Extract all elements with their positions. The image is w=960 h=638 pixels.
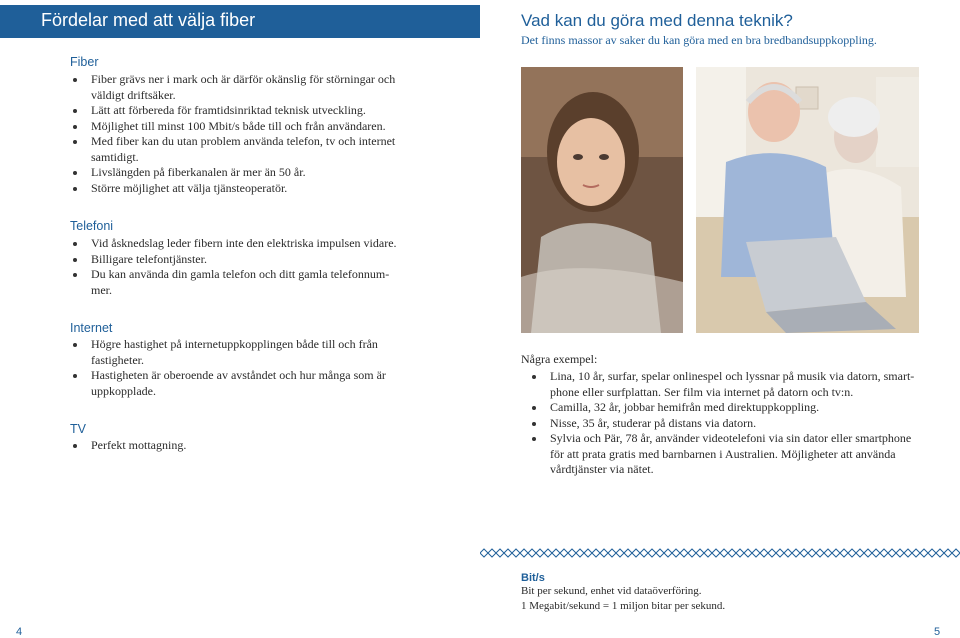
divider-diamond <box>624 549 632 557</box>
divider-diamond <box>904 549 912 557</box>
divider-diamond <box>776 549 784 557</box>
divider-diamond <box>744 549 752 557</box>
examples-intro: Några exempel: <box>521 352 598 366</box>
list-item: Lina, 10 år, surfar, spelar onlinespel och lyssnar på musik via datorn, smart- phone eller surfplattan. Ser film via internet på datorn och tv:n. <box>529 369 929 400</box>
divider-diamond <box>640 549 648 557</box>
divider-diamond <box>720 549 728 557</box>
decorative-divider <box>480 548 960 558</box>
section-heading-internet: Internet <box>70 321 113 335</box>
divider-diamond <box>536 549 544 557</box>
divider-diamond <box>688 549 696 557</box>
right-page-subtitle: Det finns massor av saker du kan göra med en bra bredbandsuppkoppling. <box>521 33 877 47</box>
divider-diamond <box>560 549 568 557</box>
divider-diamond <box>848 549 856 557</box>
glossary-term: Bit/s <box>521 572 545 584</box>
divider-diamond <box>912 549 920 557</box>
divider-diamond <box>616 549 624 557</box>
divider-diamond <box>600 549 608 557</box>
divider-diamond <box>552 549 560 557</box>
divider-diamond <box>488 549 496 557</box>
list-item: Hastigheten är oberoende av avståndet och hur många som är uppkopplade. <box>70 368 430 399</box>
divider-diamond <box>944 549 952 557</box>
list-item: Sylvia och Pär, 78 år, använder videotelefoni via sin dator eller smartphone för att prata gratis med barnbarnen i Australien. Möjligheter att använda vårdtjänster via nätet. <box>529 431 929 478</box>
list-item: Lätt att förbereda för framtidsinriktad teknisk utveckling. <box>70 103 430 119</box>
section-heading-tv: TV <box>70 422 86 436</box>
right-page-title: Vad kan du göra med denna teknik? <box>521 11 793 30</box>
divider-diamond <box>768 549 776 557</box>
list-item: Högre hastighet på internetuppkopplingen både till och från fastigheter. <box>70 337 430 368</box>
divider-diamond <box>936 549 944 557</box>
divider-diamond <box>696 549 704 557</box>
divider-diamond <box>896 549 904 557</box>
divider-diamond <box>800 549 808 557</box>
divider-diamond <box>584 549 592 557</box>
divider-diamond <box>824 549 832 557</box>
glossary-example: 1 Megabit/sekund = 1 miljon bitar per sekund. <box>521 600 726 612</box>
divider-diamond <box>680 549 688 557</box>
divider-diamond <box>752 549 760 557</box>
divider-diamond <box>808 549 816 557</box>
divider-diamond <box>512 549 520 557</box>
list-item: Större möjlighet att välja tjänsteoperatör. <box>70 181 430 197</box>
divider-diamond <box>632 549 640 557</box>
page-number-right: 5 <box>934 626 941 638</box>
divider-diamond <box>784 549 792 557</box>
divider-diamond <box>656 549 664 557</box>
divider-diamond <box>872 549 880 557</box>
divider-diamond <box>952 549 960 557</box>
divider-diamond <box>528 549 536 557</box>
divider-diamond <box>728 549 736 557</box>
list-item: Perfekt mottagning. <box>70 438 430 454</box>
list-item: Möjlighet till minst 100 Mbit/s både till och från användaren. <box>70 119 430 135</box>
divider-diamond <box>856 549 864 557</box>
internet-list <box>70 337 430 399</box>
list-item: Billigare telefontjänster. <box>70 252 430 268</box>
divider-diamond <box>888 549 896 557</box>
divider-diamond <box>928 549 936 557</box>
divider-diamond <box>544 549 552 557</box>
page-number-left: 4 <box>16 626 23 638</box>
divider-diamond <box>576 549 584 557</box>
page-title: Fördelar med att välja fiber <box>41 10 256 30</box>
divider-diamond <box>792 549 800 557</box>
divider-diamond <box>864 549 872 557</box>
divider-diamond <box>832 549 840 557</box>
divider-diamond <box>664 549 672 557</box>
divider-diamond <box>816 549 824 557</box>
examples-list <box>529 369 929 478</box>
divider-diamond <box>496 549 504 557</box>
list-item: Fiber grävs ner i mark och är därför okänslig för störningar och väldigt driftsäker. <box>70 72 430 103</box>
tv-list <box>70 438 430 454</box>
divider-diamond <box>568 549 576 557</box>
divider-diamond <box>920 549 928 557</box>
divider-diamond <box>504 549 512 557</box>
photo-girl-at-computer <box>521 67 683 333</box>
list-item: Nisse, 35 år, studerar på distans via datorn. <box>529 416 929 432</box>
divider-diamond <box>520 549 528 557</box>
glossary-definition: Bit per sekund, enhet vid dataöverföring. <box>521 585 702 597</box>
divider-diamond <box>712 549 720 557</box>
section-heading-fiber: Fiber <box>70 55 99 69</box>
section-heading-telefoni: Telefoni <box>70 219 114 233</box>
list-item: Camilla, 32 år, jobbar hemifrån med direktuppkoppling. <box>529 400 929 416</box>
list-item: Med fiber kan du utan problem använda telefon, tv och internet samtidigt. <box>70 134 430 165</box>
divider-diamond <box>648 549 656 557</box>
list-item: Du kan använda din gamla telefon och ditt gamla telefonnum- mer. <box>70 267 430 298</box>
divider-diamond <box>672 549 680 557</box>
divider-diamond <box>760 549 768 557</box>
divider-diamond <box>480 549 488 557</box>
list-item: Vid åsknedslag leder fibern inte den elektriska impulsen vidare. <box>70 236 430 252</box>
divider-diamond <box>736 549 744 557</box>
telefoni-list <box>70 236 430 298</box>
photo-seniors-with-laptop <box>696 67 919 333</box>
divider-diamond <box>704 549 712 557</box>
divider-diamond <box>592 549 600 557</box>
fiber-list <box>70 72 430 196</box>
list-item: Livslängden på fiberkanalen är mer än 50 år. <box>70 165 430 181</box>
divider-diamond <box>608 549 616 557</box>
divider-diamond <box>840 549 848 557</box>
divider-diamond <box>880 549 888 557</box>
